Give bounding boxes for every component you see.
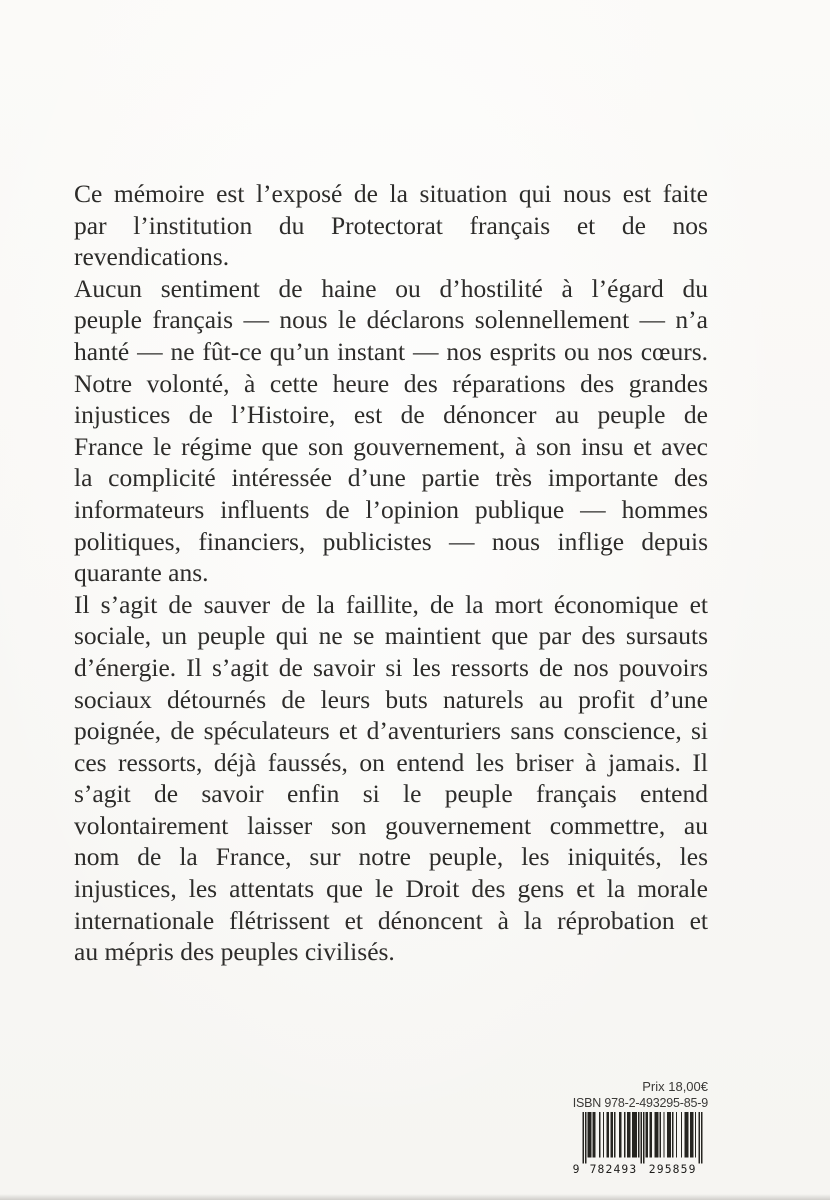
text-line: sociale, un peuple qui ne se maintient que par des sursauts: [74, 621, 708, 651]
text-line: ces ressorts, déjà faussés, on entend les briser à jamais. Il: [74, 747, 708, 777]
text-line: la complicité intéressée d’une partie très importante des: [74, 463, 708, 493]
barcode-digits-right: 295859: [648, 1162, 696, 1175]
barcode-digits-left: 782493: [589, 1162, 637, 1175]
text-line: internationale flétrissent et dénoncent à la réprobation et: [74, 905, 708, 935]
text-line: France le régime que son gouvernement, à son insu et avec: [74, 431, 708, 461]
text-line: poignée, de spéculateurs et d’aventuriers sans conscience, si: [74, 716, 708, 746]
text-line: quarante ans.: [74, 558, 209, 588]
text-line: revendications.: [74, 242, 230, 272]
text-line: par l’institution du Protectorat français et de nos: [74, 210, 708, 240]
barcode: [570, 1112, 715, 1175]
synopsis-text-block: [74, 178, 708, 968]
text-line: peuple français — nous le déclarons solennellement — n’a: [74, 305, 708, 335]
barcode-digit-first: 9: [572, 1162, 580, 1175]
barcode-bars: [583, 1112, 703, 1164]
text-line: au mépris des peuples civilisés.: [74, 937, 395, 967]
text-line: sociaux détournés de leurs buts naturels au profit d’une: [74, 684, 708, 714]
text-line: informateurs influents de l’opinion publique — hommes: [74, 494, 708, 524]
text-line: d’énergie. Il s’agit de savoir si les ressorts de nos pouvoirs: [74, 652, 708, 682]
text-line: Il s’agit de sauver de la faillite, de la mort économique et: [74, 589, 708, 619]
isbn-label: ISBN 978-2-493295-85-9: [572, 1096, 708, 1110]
text-line: injustices de l’Histoire, est de dénoncer au peuple de: [74, 400, 708, 430]
text-line: Aucun sentiment de haine ou d’hostilité à l’égard du: [74, 273, 708, 303]
text-line: hanté — ne fût-ce qu’un instant — nos esprits ou nos cœurs.: [74, 336, 708, 366]
page-bottom-edge: [0, 1194, 830, 1200]
text-line: Notre volonté, à cette heure des réparations des grandes: [74, 368, 708, 398]
text-line: Ce mémoire est l’exposé de la situation qui nous est faite: [74, 179, 708, 208]
price-label: Prix 18,00€: [642, 1079, 708, 1094]
text-line: nom de la France, sur notre peuple, les iniquités, les: [74, 842, 708, 872]
text-line: s’agit de savoir enfin si le peuple français entend: [74, 779, 708, 809]
text-line: politiques, financiers, publicistes — nous inflige depuis: [74, 526, 708, 556]
text-line: injustices, les attentats que le Droit des gens et la morale: [74, 874, 708, 904]
text-line: volontairement laisser son gouvernement commettre, au: [74, 810, 708, 840]
